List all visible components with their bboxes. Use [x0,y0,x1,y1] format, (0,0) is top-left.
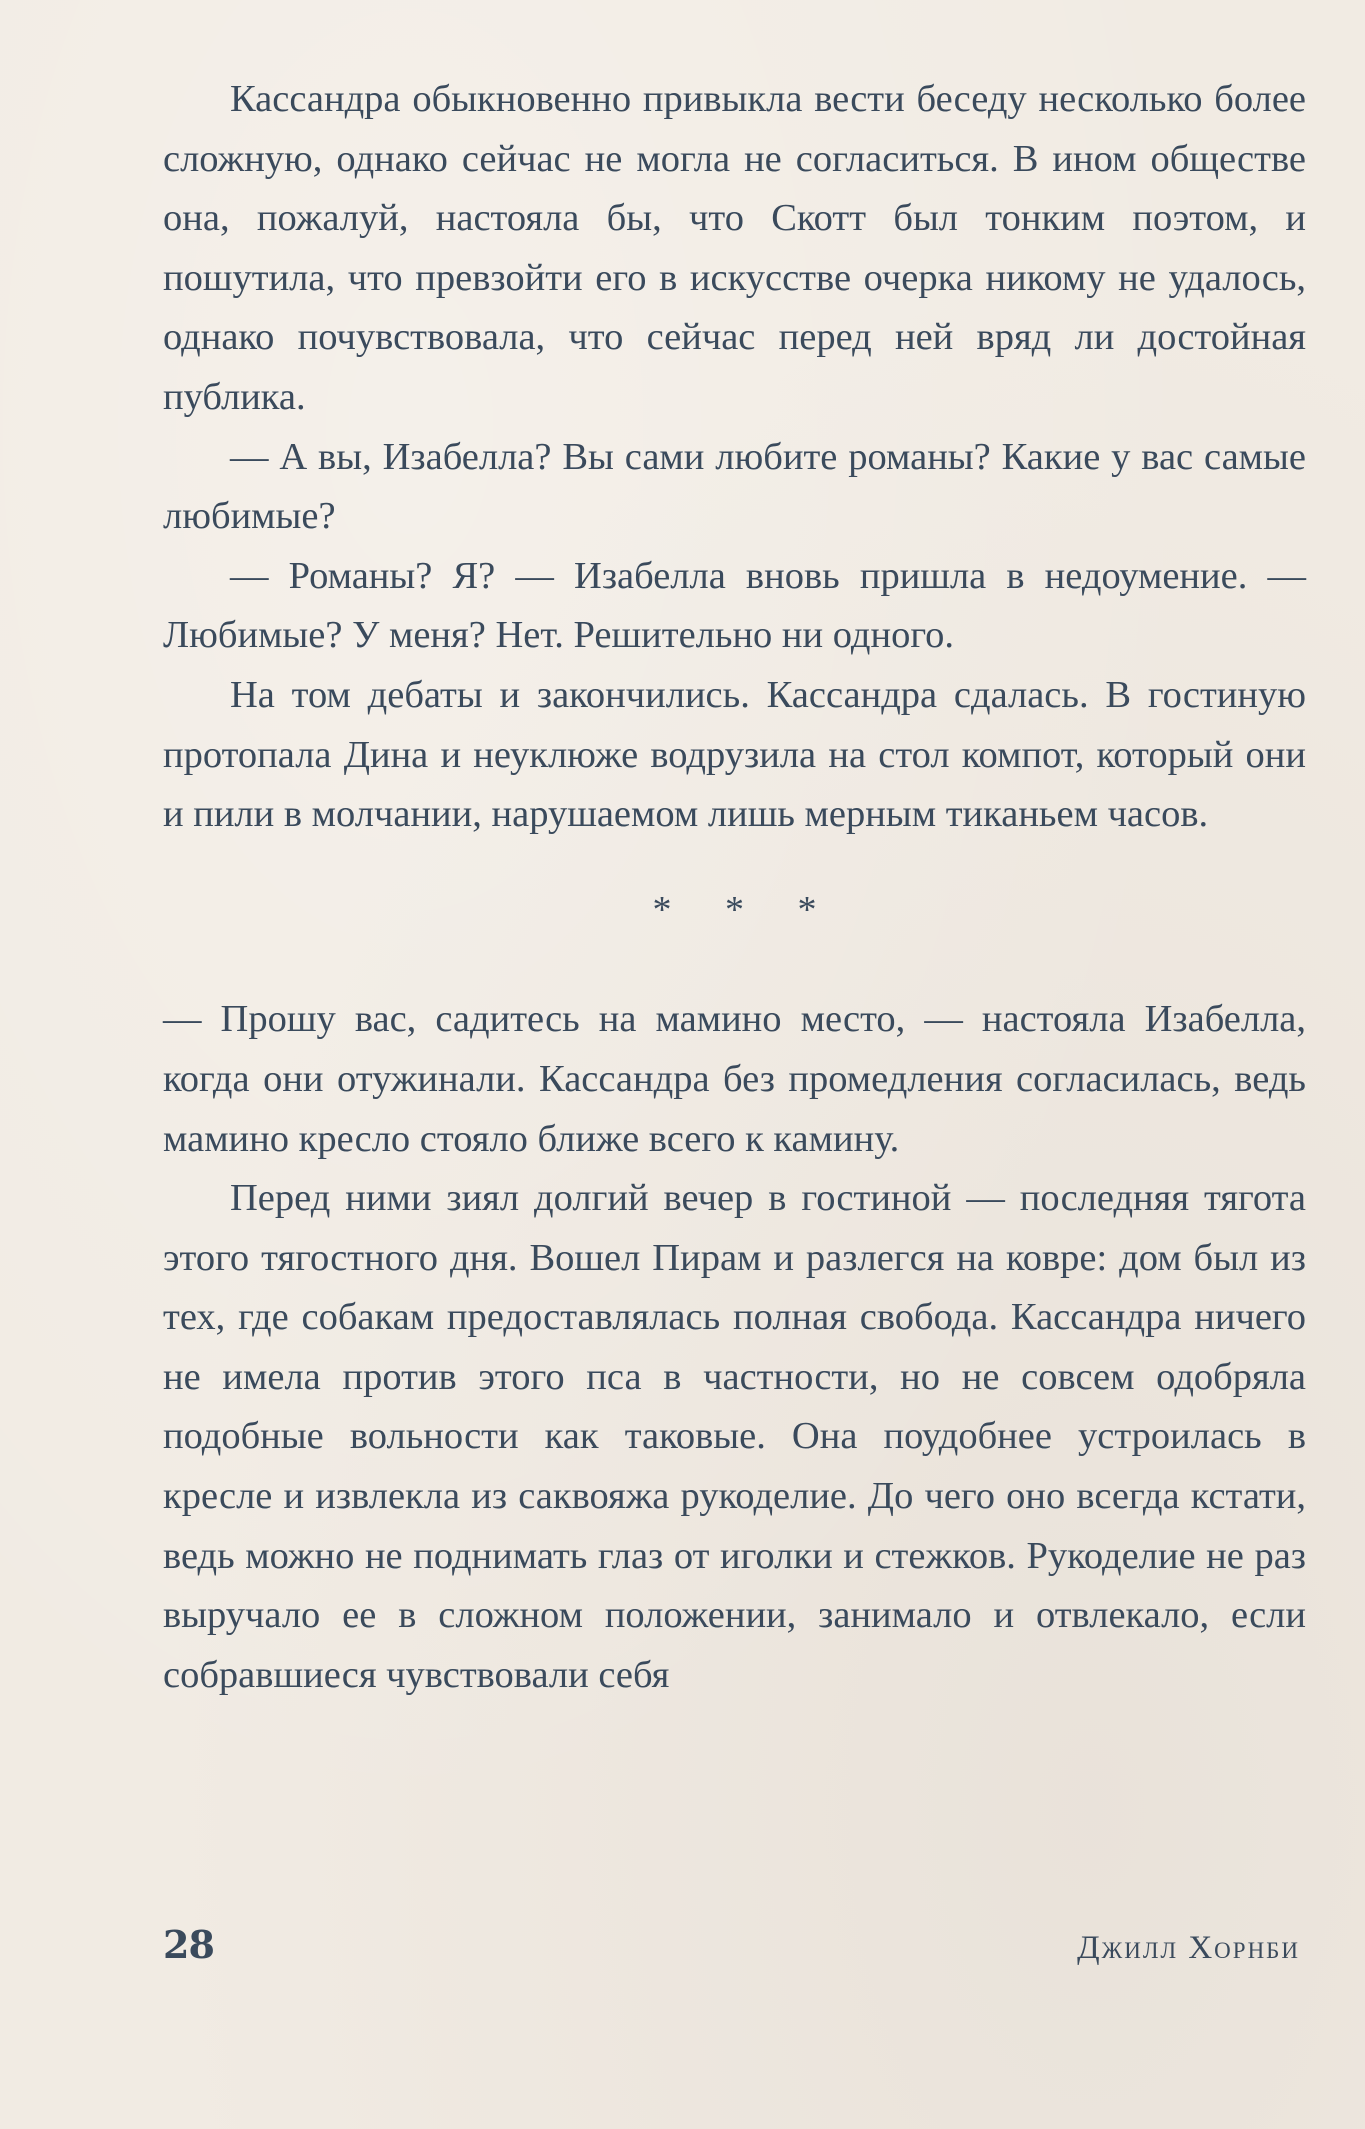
book-page-body [163,70,1306,1705]
paragraph: Кассандра обыкновенно привыкла вести беседу несколько более сложную, однако сейчас не могла не согласиться. В ином обществе она, пожалуй, настояла бы, что Скотт был тонким поэтом, и пошутила, что превзойти его в искусстве очерка никому не удалось, однако почувствовала, что сейчас перед ней вряд ли достойная публика. [163,78,1306,418]
running-head-author: Джилл Хорнби [1077,1930,1300,1966]
section-break-asterisks: * * * [652,888,839,931]
paragraph: — А вы, Изабелла? Вы сами любите романы? Какие у вас самые любимые? [163,435,1306,538]
paragraph: На том дебаты и закончились. Кассандра сдалась. В гостиную протопала Дина и неуклюже водрузила на стол компот, который они и пили в молчании, нарушаемом лишь мерным тиканьем часов. [163,673,1306,836]
page-number: 28 [163,1922,214,1967]
paragraph: — Романы? Я? — Изабелла вновь пришла в недоумение. — Любимые? У меня? Нет. Решительно ни одного. [163,554,1306,657]
page-footer [163,1922,1300,1967]
paragraph: — Прошу вас, садитесь на мамино место, — настояла Изабелла, когда они отужинали. Кассандра без промедления согласилась, ведь мамино кресло стояло ближе всего к камину. [163,998,1306,1160]
paragraph: Перед ними зиял долгий вечер в гостиной — последняя тягота этого тягостного дня. Вошел Пирам и разлегся на ковре: дом был из тех, где собакам предоставлялась полная свобода. Кассандра ничего не имела против этого пса в частности, но не совсем одобряла подобные вольности как таковые. Она поудобнее устроилась в кресле и извлекла из саквояжа рукоделие. До чего оно всегда кстати, ведь можно не поднимать глаз от иголки и стежков. Рукоделие не раз выручало ее в сложном положении, занимало и отвлекало, если собравшиеся чувствовали себя [163,1177,1306,1696]
